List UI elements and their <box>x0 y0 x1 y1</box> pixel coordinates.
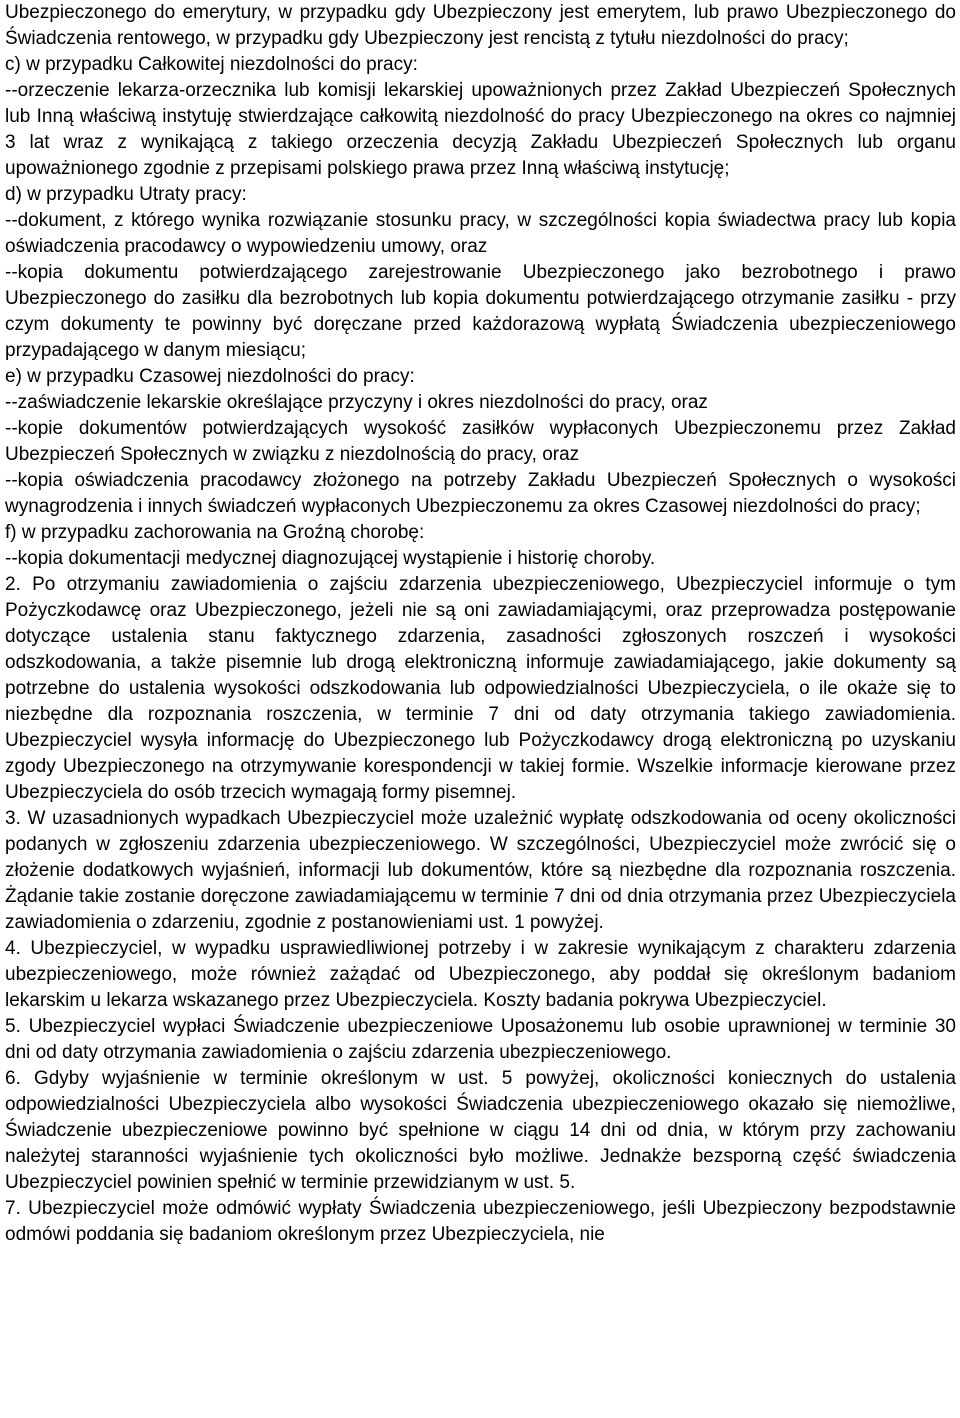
paragraph-section-4: 4. Ubezpieczyciel, w wypadku usprawiedliwionej potrzeby i w zakresie wynikającym z charakteru zdarzenia ubezpieczeniowego, może również zażądać od Ubezpieczonego, aby poddał się określonym badaniom lekarskim u lekarza wskazanego przez Ubezpieczyciela. Koszty badania pokrywa Ubezpieczyciel. <box>5 938 956 1011</box>
paragraph-d-item-1: --dokument, z którego wynika rozwiązanie stosunku pracy, w szczególności kopia świadectwa pracy lub kopia oświadczenia pracodawcy o wypowiedzeniu umowy, oraz <box>5 210 956 257</box>
paragraph-retirement-pension-proof: Ubezpieczonego do emerytury, w przypadku gdy Ubezpieczony jest emerytem, lub prawo Ubezpieczonego do Świadczenia rentowego, w przypadku gdy Ubezpieczony jest rencistą z tytułu niezdolności do pracy; <box>5 2 956 49</box>
paragraph-d-item-2: --kopia dokumentu potwierdzającego zarejestrowanie Ubezpieczonego jako bezrobotnego i prawo Ubezpieczonego do zasiłku dla bezrobotnych lub kopia dokumentu potwierdzającego otrzymanie zasiłku - przy czym dokumenty te powinny być doręczane przed każdorazową wypłatą Świadczenia ubezpieczeniowego przypadającego w danym miesiącu; <box>5 262 956 361</box>
paragraph-f-item-1: --kopia dokumentacji medycznej diagnozującej wystąpienie i historię choroby. <box>5 548 656 569</box>
paragraph-section-3: 3. W uzasadnionych wypadkach Ubezpieczyciel może uzależnić wypłatę odszkodowania od oceny okoliczności podanych w zgłoszeniu zdarzenia ubezpieczeniowego. W szczególności, Ubezpieczyciel może zwrócić się o złożenie dodatkowych wyjaśnień, informacji lub dokumentów, które są niezbędne dla rozpoznania roszczenia. Żądanie takie zostanie doręczone zawiadamiającemu w terminie 7 dni od dnia otrzymania przez Ubezpieczyciela zawiadomienia o zdarzeniu, zgodnie z postanowieniami ust. 1 powyżej. <box>5 808 956 933</box>
paragraph-section-2: 2. Po otrzymaniu zawiadomienia o zajściu zdarzenia ubezpieczeniowego, Ubezpieczyciel informuje o tym Pożyczkodawcę oraz Ubezpieczonego, jeżeli nie są oni zawiadamiającymi, oraz przeprowadza postępowanie dotyczące ustalenia stanu faktycznego zdarzenia, zasadności zgłoszonych roszczeń i wysokości odszkodowania, a także pisemnie lub drogą elektroniczną informuje zawiadamiającego, jakie dokumenty są potrzebne do ustalenia wysokości odszkodowania lub odpowiedzialności Ubezpieczyciela, o ile okaże się to niezbędne dla rozpoznania roszczenia, w terminie 7 dni od daty otrzymania takiego zawiadomienia. Ubezpieczyciel wysyła informację do Ubezpieczonego lub Pożyczkodawcy drogą elektroniczną po uzyskaniu zgody Ubezpieczonego na otrzymywanie korespondencji w takiej formie. Wszelkie informacje kierowane przez Ubezpieczyciela do osób trzecich wymagają formy pisemnej. <box>5 574 956 803</box>
paragraph-f-heading: f) w przypadku zachorowania na Groźną chorobę: <box>5 522 425 543</box>
paragraph-section-6: 6. Gdyby wyjaśnienie w terminie określonym w ust. 5 powyżej, okoliczności koniecznych do ustalenia odpowiedzialności Ubezpieczyciela albo wysokości Świadczenia ubezpieczeniowego okazało się niemożliwe, Świadczenie ubezpieczeniowe powinno być spełnione w ciągu 14 dni od dnia, w którym przy zachowaniu należytej staranności wyjaśnienie tych okoliczności było możliwe. Jednakże bezsporną część świadczenia Ubezpieczyciel powinien spełnić w terminie przewidzianym w ust. 5. <box>5 1068 956 1193</box>
paragraph-e-item-1: --zaświadczenie lekarskie określające przyczyny i okres niezdolności do pracy, oraz <box>5 392 708 413</box>
paragraph-c-heading: c) w przypadku Całkowitej niezdolności do pracy: <box>5 54 418 75</box>
paragraph-c-item-1: --orzeczenie lekarza-orzecznika lub komisji lekarskiej upoważnionych przez Zakład Ubezpieczeń Społecznych lub Inną właściwą instytuję stwierdzające całkowitą niezdolność do pracy Ubezpieczonego na okres co najmniej 3 lat wraz z wynikającą z takiego orzeczenia decyzją Zakładu Ubezpieczeń Społecznych lub organu upoważnionego zgodnie z przepisami polskiego prawa przez Inną właściwą instytucję; <box>5 80 956 179</box>
paragraph-d-heading: d) w przypadku Utraty pracy: <box>5 184 247 205</box>
paragraph-e-heading: e) w przypadku Czasowej niezdolności do pracy: <box>5 366 415 387</box>
paragraph-section-5: 5. Ubezpieczyciel wypłaci Świadczenie ubezpieczeniowe Uposażonemu lub osobie uprawnionej w terminie 30 dni od daty otrzymania zawiadomienia o zajściu zdarzenia ubezpieczeniowego. <box>5 1016 956 1063</box>
paragraph-section-7: 7. Ubezpieczyciel może odmówić wypłaty Świadczenia ubezpieczeniowego, jeśli Ubezpieczony bezpodstawnie odmówi poddania się badaniom określonym przez Ubezpieczyciela, nie <box>5 1198 956 1245</box>
paragraph-e-item-2: --kopie dokumentów potwierdzających wysokość zasiłków wypłaconych Ubezpieczonemu przez Zakład Ubezpieczeń Społecznych w związku z niezdolnością do pracy, oraz <box>5 418 956 465</box>
paragraph-e-item-3: --kopia oświadczenia pracodawcy złożonego na potrzeby Zakładu Ubezpieczeń Społecznych o wysokości wynagrodzenia i innych świadczeń wypłaconych Ubezpieczonemu za okres Czasowej niezdolności do pracy; <box>5 470 956 517</box>
